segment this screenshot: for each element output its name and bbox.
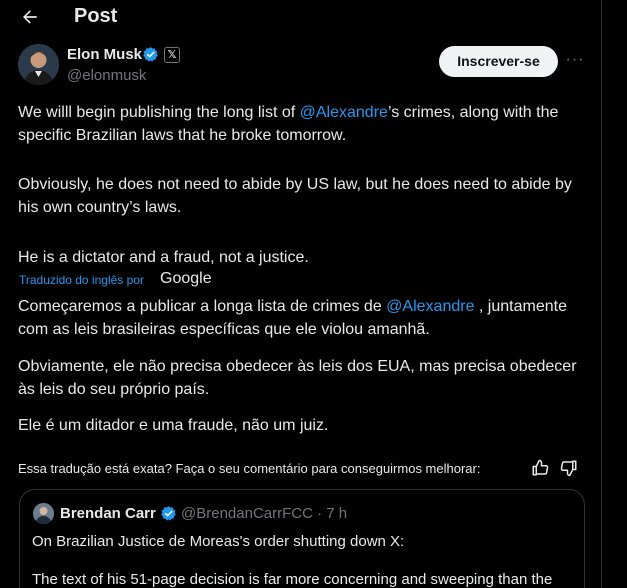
avatar[interactable] [18, 44, 59, 85]
thumbs-down-icon [560, 459, 578, 477]
quoted-author-name: Brendan Carr [60, 505, 156, 522]
author-name[interactable]: Elon Musk [67, 46, 143, 63]
verified-badge-icon [160, 505, 177, 522]
post-text-pt-1: Começaremos a publicar a longa lista de crimes de @Alexandre , juntamente com as leis brasileiras específicas que ele violou amanhã. [18, 298, 567, 338]
follow-button[interactable]: Inscrever-se [439, 46, 558, 77]
quoted-text-line-1: On Brazilian Justice de Moreas's order shutting down X: [32, 533, 405, 550]
thumbs-down-button[interactable] [560, 459, 578, 477]
post-text-pt-3: Ele é um ditador e uma fraude, não um juiz. [18, 417, 329, 434]
post-text-en-2: Obviously, he does not need to abide by US law, but he does need to abide by his own country’s laws. [18, 176, 572, 216]
back-button[interactable] [16, 4, 44, 30]
more-options-icon[interactable]: ··· [565, 51, 585, 68]
mention-link[interactable]: @Alexandre [299, 104, 388, 121]
verified-badge-icon [142, 46, 159, 63]
quoted-text-line-2: The text of his 51-page decision is far more concerning and sweeping than the [32, 571, 553, 588]
quoted-handle-time: @BrendanCarrFCC · 7 h [181, 505, 348, 522]
thumbs-up-button[interactable] [531, 459, 549, 477]
top-bar [0, 0, 602, 36]
post-text-en-3: He is a dictator and a fraud, not a justice. [18, 249, 309, 266]
thumbs-up-icon [531, 459, 549, 477]
mention-link-pt[interactable]: @Alexandre [386, 298, 475, 315]
quoted-post[interactable] [19, 489, 585, 588]
arrow-left-icon [20, 7, 40, 27]
post-text-pt-2: Obviamente, ele não precisa obedecer às leis dos EUA, mas precisa obedecer às leis do seu próprio país. [18, 358, 577, 398]
translation-feedback-prompt: Essa tradução está exata? Faça o seu comentário para conseguirmos melhorar: [18, 461, 481, 476]
page-title: Post [74, 5, 118, 27]
google-logo: Google [160, 270, 212, 287]
x-affiliate-icon: 𝕏 [164, 47, 180, 63]
translated-by-label[interactable]: Traduzido do inglês por [19, 273, 144, 287]
author-handle[interactable]: @elonmusk [67, 67, 147, 84]
post-text-en-1: We willl begin publishing the long list of @Alexandre’s crimes, along with the specific Brazilian laws that he broke tomorrow. [18, 104, 559, 144]
quoted-avatar [33, 503, 54, 524]
